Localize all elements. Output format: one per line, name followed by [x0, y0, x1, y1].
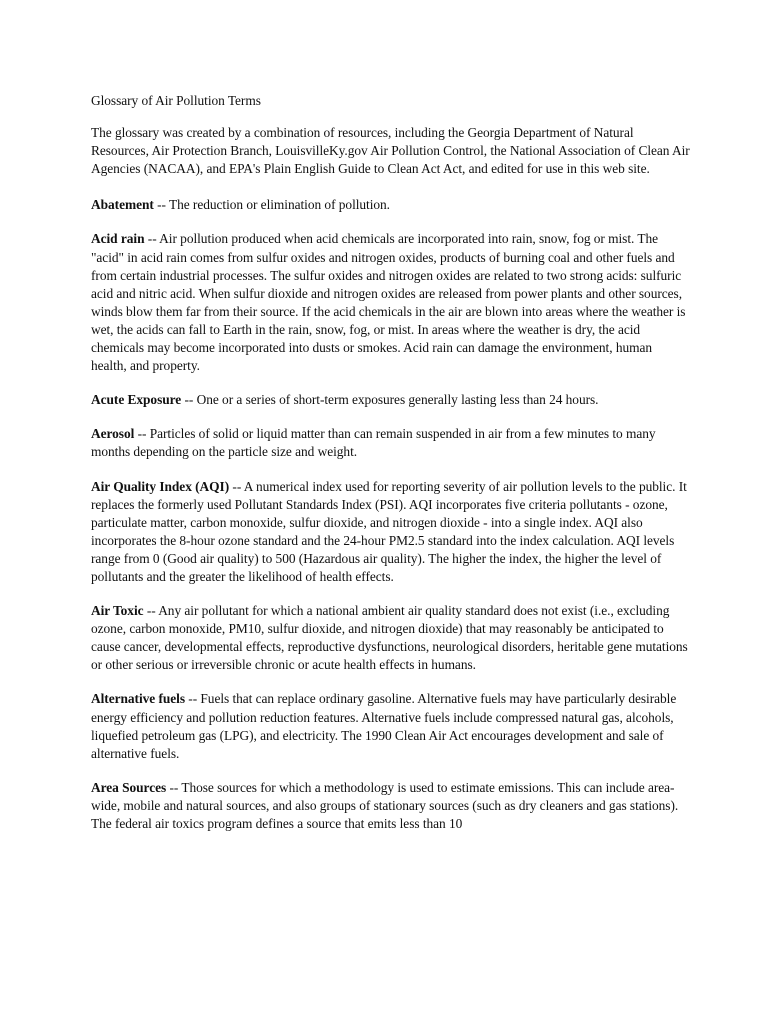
glossary-definition: -- A numerical index used for reporting severity of air pollution levels to the public. It replaces the formerly used Pollutant Standards Index (PSI). AQI incorporates five criteria pollutants - ozone, particulate matter, carbon monoxide, sulfur dioxide, and nitrogen dioxide - into a single index. AQI also incorporates the 8-hour ozone standard and the 24-hour PM2.5 standard into the index calculation. AQI levels range from 0 (Good air quality) to 500 (Hazardous air quality). The higher the index, the higher the level of pollutants and the greater the likelihood of health effects.	[91, 478, 687, 584]
glossary-entry-aerosol	[91, 425, 691, 461]
glossary-term: Abatement	[91, 197, 154, 213]
glossary-term: Acid rain	[91, 231, 145, 247]
glossary-entry-area-sources	[91, 779, 691, 833]
glossary-definition: -- The reduction or elimination of pollution.	[153, 197, 390, 213]
glossary-definition: -- Particles of solid or liquid matter than can remain suspended in air from a few minutes to many months depending on the particle size and weight.	[91, 426, 656, 460]
intro-paragraph: The glossary was created by a combination of resources, including the Georgia Department of Natural Resources, Air Protection Branch, LouisvilleKy.gov Air Pollution Control, the National Association of Clean Air Agencies (NACAA), and EPA's Plain English Guide to Clean Act Act, and edited for use in this web site.	[91, 125, 690, 177]
glossary-term: Area Sources	[91, 779, 167, 795]
glossary-entry-air-quality-index	[91, 478, 691, 587]
glossary-entry-air-toxic	[91, 602, 691, 674]
glossary-entry-alternative-fuels	[91, 690, 691, 762]
glossary-term: Air Quality Index (AQI)	[91, 478, 230, 494]
glossary-definition: -- Air pollution produced when acid chemicals are incorporated into rain, snow, fog or mist. The "acid" in acid rain comes from sulfur oxides and nitrogen oxides, products of burning coal and other fuels and from certain industrial processes. The sulfur oxides and nitrogen oxides are related to two strong acids: sulfuric acid and nitric acid. When sulfur dioxide and nitrogen oxides are released from power plants and other sources, winds blow them far from their source. If the acid chemicals in the air are blown into areas where the weather is wet, the acids can fall to Earth in the rain, snow, fog, or mist. In areas where the weather is dry, the acid chemicals may become incorporated into dusts or smokes. Acid rain can damage the environment, human health, and property.	[91, 231, 686, 374]
document-page	[91, 92, 691, 849]
glossary-term: Acute Exposure	[91, 392, 182, 408]
glossary-definition: -- Fuels that can replace ordinary gasoline. Alternative fuels may have particularly desirable energy efficiency and pollution reduction features. Alternative fuels include compressed natural gas, alcohols, liquefied petroleum gas (LPG), and electricity. The 1990 Clean Air Act encourages development and sale of alternative fuels.	[91, 691, 677, 761]
glossary-term: Air Toxic	[91, 603, 144, 619]
glossary-entry-acid-rain	[91, 230, 691, 375]
page-title: Glossary of Air Pollution Terms	[91, 93, 261, 108]
glossary-definition: -- One or a series of short-term exposures generally lasting less than 24 hours.	[181, 392, 599, 408]
glossary-definition: -- Any air pollutant for which a national ambient air quality standard does not exist (i.e., excluding ozone, carbon monoxide, PM10, sulfur dioxide, and nitrogen dioxide) that may reasonably be anticipated to cause cancer, developmental effects, reproductive dysfunctions, neurological disorders, heritable gene mutations or other serious or irreversible chronic or acute health effects in humans.	[91, 603, 688, 673]
glossary-entry-abatement	[91, 196, 691, 214]
glossary-definition: -- Those sources for which a methodology is used to estimate emissions. This can include area-wide, mobile and natural sources, and also groups of stationary sources (such as dry cleaners and gas stations). The federal air toxics program defines a source that emits less than 10	[91, 779, 679, 831]
glossary-term: Alternative fuels	[91, 691, 185, 707]
glossary-entry-acute-exposure	[91, 391, 691, 409]
glossary-term: Aerosol	[91, 426, 135, 442]
